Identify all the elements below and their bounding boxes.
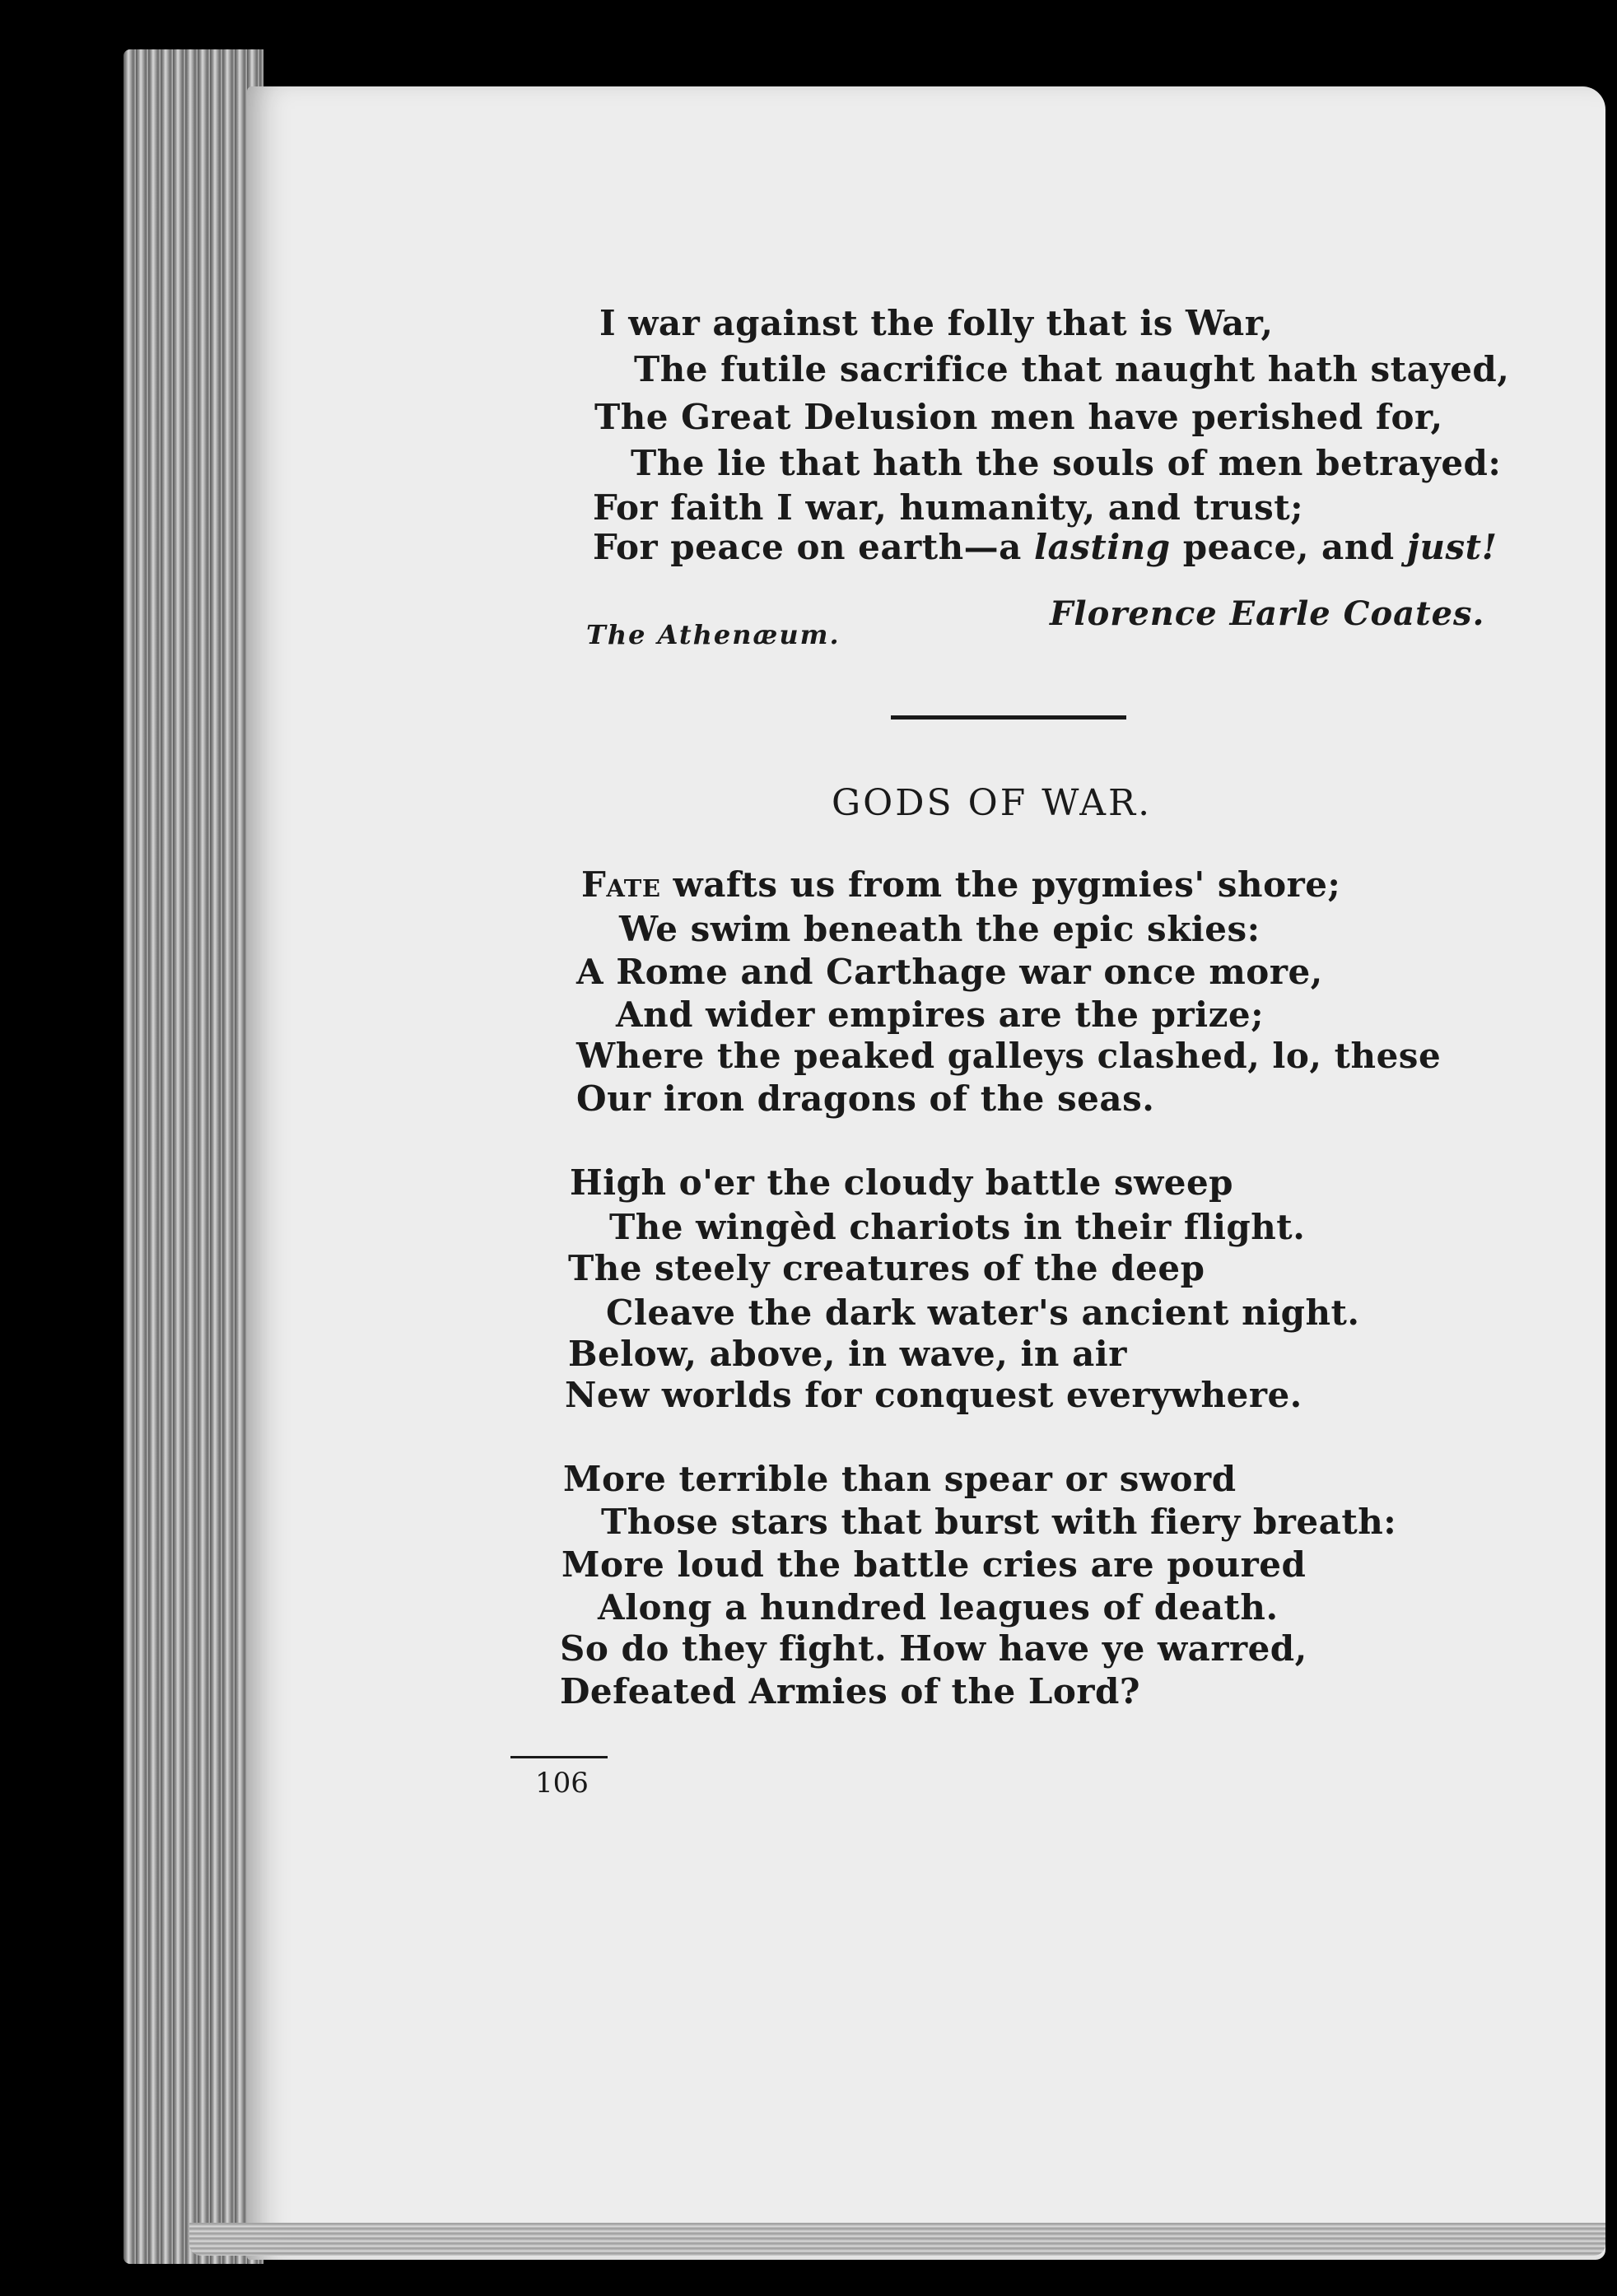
book-bottom-edge [189,2223,1605,2256]
book-page-edges [123,49,263,2264]
poem-line-part: peace, and [1170,527,1407,567]
poem-line: Our iron dragons of the seas. [576,1078,1155,1119]
poem-title: GODS OF WAR. [832,782,1153,824]
poem-line: More loud the battle cries are poured [562,1544,1307,1585]
poem-line: Those stars that burst with fiery breath: [601,1502,1397,1542]
poem-line: For faith I war, humanity, and trust; [593,487,1304,528]
poem-line: So do they fight. How have ye warred, [560,1628,1307,1669]
poem-line: Where the peaked galleys clashed, lo, these [576,1036,1442,1076]
poem-line: Defeated Armies of the Lord? [560,1671,1140,1712]
poem-source: The Athenæum. [586,619,841,650]
poem-line-first [581,864,1340,905]
poem-line: The Great Delusion men have perished for, [594,397,1443,437]
page-number-rule [510,1756,608,1758]
poem-line-emphasis: lasting [1034,527,1171,567]
poem-line: More terrible than spear or sword [563,1459,1237,1499]
poem-line: We swim beneath the epic skies: [619,909,1261,949]
page-number: 106 [535,1767,589,1800]
poem-line-last [593,527,1498,567]
section-divider [891,715,1126,720]
poem-line: Along a hundred leagues of death. [598,1587,1279,1628]
poem-line-emphasis: just! [1406,527,1498,567]
poem-line: Below, above, in wave, in air [568,1334,1127,1374]
poem-line: The wingèd chariots in their flight. [609,1207,1306,1247]
poem-first-word: Fate [581,864,661,905]
poem-line: I war against the folly that is War, [599,303,1274,343]
poem-line: A Rome and Carthage war once more, [576,952,1323,992]
poem-line-part: wafts us from the pygmies' shore; [660,864,1341,905]
poem-line: New worlds for conquest everywhere. [565,1375,1302,1415]
poem-line-part: For peace on earth—a [593,527,1035,567]
poem-line: The steely creatures of the deep [568,1248,1205,1288]
poem-line: Cleave the dark water's ancient night. [606,1292,1360,1333]
poem-line: High o'er the cloudy battle sweep [570,1162,1234,1203]
poem-line: The lie that hath the souls of men betrayed: [631,443,1502,483]
poem-line: And wider empires are the prize; [616,994,1265,1035]
poem-author: Florence Earle Coates. [1050,594,1485,633]
poem-line: The futile sacrifice that naught hath stayed, [634,349,1510,389]
